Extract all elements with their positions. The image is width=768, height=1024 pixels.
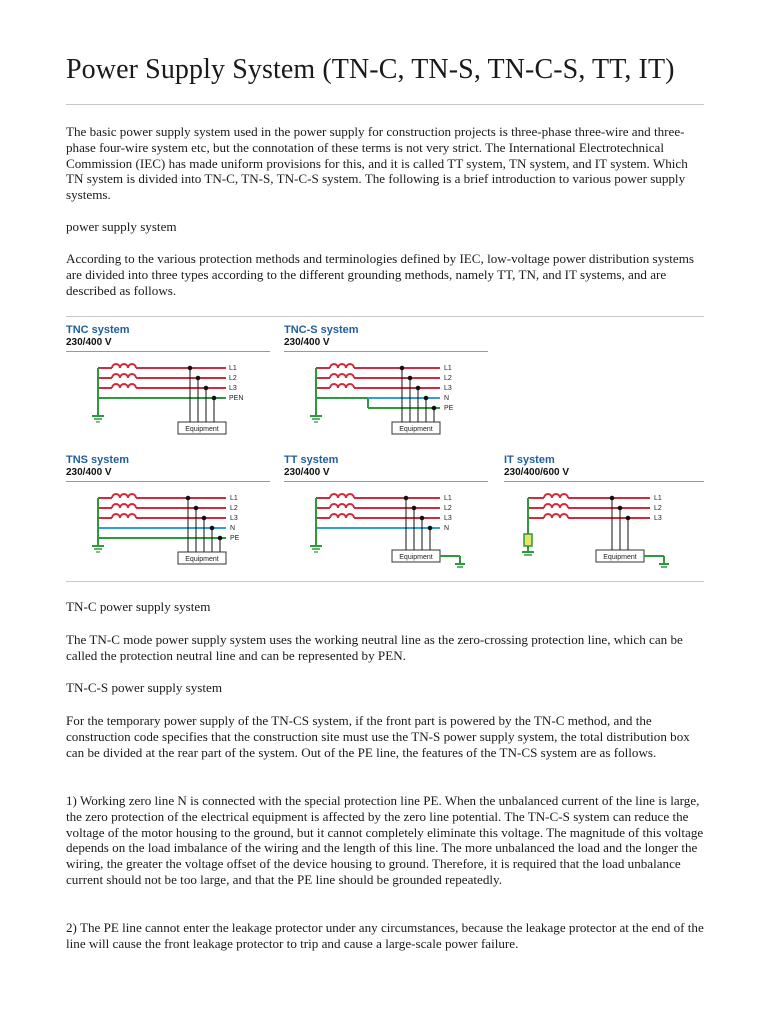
tnc-voltage: 230/400 V <box>66 337 112 348</box>
tt-label-l1: L1 <box>444 495 452 502</box>
tncs-point-1: 1) Working zero line N is connected with the special protection line PE. When the unbalanced current of the line is large, the zero protection of the electrical equipment is affected by the zero line potential. The TN-C-S system can reduce the voltage of the motor housing to the ground, but it cannot completely eliminate this voltage. The magnitude of this voltage depends on the load imbalance of the wiring and the length of this line. The more unbalanced the load and the longer the wiring, the greater the voltage offset of the device housing to ground. Therefore, it is required that the load unbalance current should not be too large, and that the PE line should be grounded repeatedly. <box>66 793 704 887</box>
tnc-label-l3: L3 <box>229 385 237 392</box>
tncs-label-pe: PE <box>444 405 454 412</box>
tns-label-l3: L3 <box>230 515 238 522</box>
tt-label-n: N <box>444 525 450 532</box>
tt-voltage: 230/400 V <box>284 467 330 478</box>
section-heading-power-supply: power supply system <box>66 219 177 234</box>
tns-schematic <box>66 486 270 566</box>
tnc-title: TNC system <box>66 324 130 336</box>
it-equipment-label: Equipment <box>603 554 637 561</box>
page-title: Power Supply System (TN-C, TN-S, TN-C-S, TT, IT) <box>66 54 675 85</box>
it-impedance-icon <box>524 534 532 546</box>
tncs-header-rule <box>284 351 488 352</box>
tncs-label-l3: L3 <box>444 385 452 392</box>
tncs-voltage: 230/400 V <box>284 337 330 348</box>
tncs-equipment-label: Equipment <box>399 426 433 433</box>
tncs-label-l2: L2 <box>444 375 452 382</box>
it-title: IT system <box>504 454 555 466</box>
grounding-systems-figure <box>66 318 706 583</box>
tns-equipment-label: Equipment <box>185 556 219 563</box>
it-label-l3: L3 <box>654 515 662 522</box>
tncs-schematic <box>284 356 488 436</box>
tt-title: TT system <box>284 454 339 466</box>
tt-label-l3: L3 <box>444 515 452 522</box>
tns-voltage: 230/400 V <box>66 467 112 478</box>
tt-equipment-label: Equipment <box>399 554 433 561</box>
iec-paragraph: According to the various protection methods and terminologies defined by IEC, low-voltage power distribution systems are divided into three types according to the different grounding methods, namely TT, TN, and IT systems, and are described as follows. <box>66 251 695 298</box>
section-heading-tnc: TN-C power supply system <box>66 599 211 614</box>
intro-paragraph: The basic power supply system used in the power supply for construction projects is three-phase three-wire and three-phase four-wire system etc, but the connotation of these terms is not very strict. The International Electrotechnical Commission (IEC) has made uniform provisions for this, and it is called TT system, TN system, and IT system. Which TN system is divided into TN-C, TN-S, TN-C-S system. The following is a brief introduction to various power supply systems. <box>66 124 688 203</box>
tnc-header-rule <box>66 351 270 352</box>
diagrams-top-divider <box>66 316 704 317</box>
tns-label-l2: L2 <box>230 505 238 512</box>
it-header-rule <box>504 481 704 482</box>
tns-header-rule <box>66 481 270 482</box>
it-voltage: 230/400/600 V <box>504 467 570 478</box>
tns-label-n: N <box>230 525 236 532</box>
tnc-schematic <box>66 356 270 436</box>
tns-label-pe: PE <box>230 535 240 542</box>
diagrams-bottom-divider <box>66 581 704 582</box>
tnc-equipment-label: Equipment <box>185 426 219 433</box>
it-label-l2: L2 <box>654 505 662 512</box>
tnc-label-l1: L1 <box>229 365 237 372</box>
tncs-point-2: 2) The PE line cannot enter the leakage protector under any circumstances, because the leakage protector at the end of the line will cause the front leakage protector to trip and cause a large-scale power failure. <box>66 920 704 951</box>
tnc-label-l2: L2 <box>229 375 237 382</box>
tnc-paragraph: The TN-C mode power supply system uses the working neutral line as the zero-crossing protection line, which can be called the protection neutral line and can be represented by PEN. <box>66 632 683 663</box>
tncs-title: TNC-S system <box>284 324 359 336</box>
tns-label-l1: L1 <box>230 495 238 502</box>
tncs-label-n: N <box>444 395 450 402</box>
tt-header-rule <box>284 481 488 482</box>
tt-schematic <box>284 486 488 566</box>
tncs-label-l1: L1 <box>444 365 452 372</box>
tncs-paragraph: For the temporary power supply of the TN-CS system, if the front part is powered by the TN-C method, and the construction code specifies that the construction site must use the TN-S power supply system, the total distribution box can be divided at the rear part of the system. Out of the PE line, the features of the TN-CS system are as follows. <box>66 713 690 760</box>
tns-title: TNS system <box>66 454 129 466</box>
it-label-l1: L1 <box>654 495 662 502</box>
title-divider <box>66 104 704 105</box>
tnc-label-pen: PEN <box>229 395 244 402</box>
it-schematic <box>504 486 704 566</box>
tt-label-l2: L2 <box>444 505 452 512</box>
section-heading-tncs: TN-C-S power supply system <box>66 680 223 695</box>
tnc-transformer-coils <box>112 364 136 388</box>
